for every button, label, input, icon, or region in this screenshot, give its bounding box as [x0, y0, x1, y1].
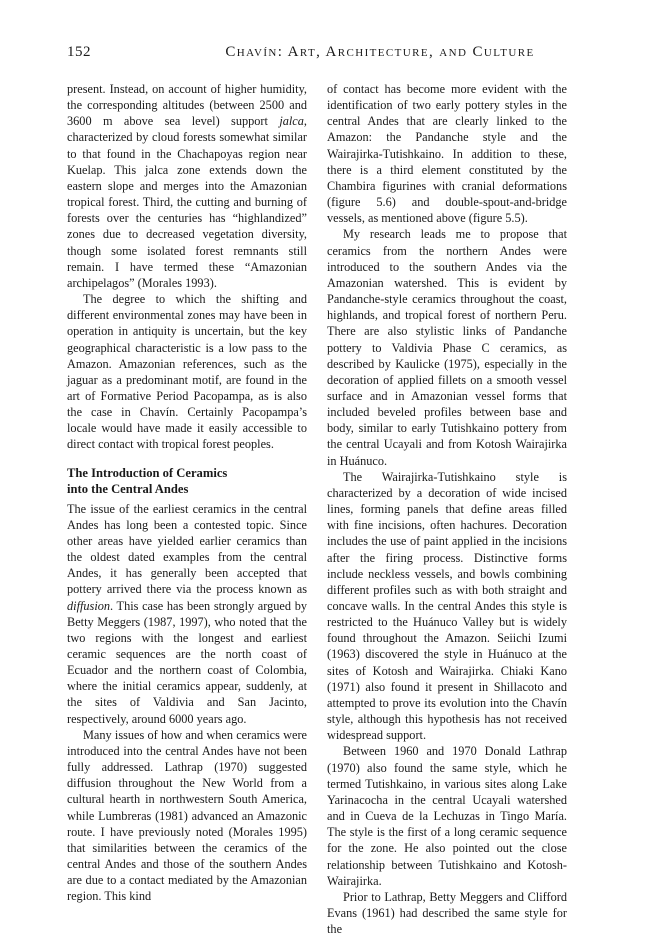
paragraph — [327, 81, 567, 226]
paragraph — [327, 469, 567, 744]
paragraph — [67, 727, 307, 905]
paragraph — [327, 889, 567, 937]
italic-term: diffusion — [67, 598, 111, 613]
text-run: The degree to which the shifting and different environmental zones may have been in operation in antiquity is uncertain, but the key geographical characteristic is a low pass to the Amazon. Amazonian references, such as the jaguar as a predominant motif, are found in the art of Formative Period Pacopampa, as is also the case in Chavín. Certainly Pacopampa’s locale would have made it easily accessible to direct contact with tropical forest peoples. — [67, 292, 307, 452]
page-number: 152 — [67, 44, 91, 60]
paragraph — [67, 501, 307, 727]
text-run: Many issues of how and when ceramics were introduced into the central Andes have not been fully addressed. Lathrap (1970) suggested diffusion throughout the New World from a cultural hearth in northwestern South America, while Lumbreras (1981) advanced an Amazonic route. I have previously noted (Morales 1995) that similarities between the ceramics of the central Andes and those of the southern Andes are due to a contact mediated by the Amazonian region. This kind — [67, 727, 307, 904]
text-run: . This case has been strongly argued by Betty Meggers (1987, 1997), who noted that the two regions with the longest and earliest ceramic sequences are the north coast of Ecuador and the northern coast of Colombia, where the initial ceramics appear, suddenly, at the sites of Valdivia and San Jacinto, respectively, around 6000 years ago. — [67, 598, 307, 726]
text-run: Between 1960 and 1970 Donald Lathrap (1970) also found the same style, which he termed Tutishkaino, in various sites along Lake Yarinacocha in the central Ucayali watershed and in Cueva de la Lechuzas in Tingo María. The style is the first of a long ceramic sequence for the zone. He also pointed out the close relationship between Tutishkaino and Kotosh-Wairajirka. — [327, 744, 567, 888]
text-run: , characterized by cloud forests somewhat similar to that found in the Chachapoyas region near Kuelap. This jalca zone extends down the eastern slope and merges into the Amazonian tropical forest. Third, the cutting and burning of forests over the centuries has “highlandized” zones due to decreased vegetation diversity, though some isolated forest remnants still remain. I have termed these “Amazonian archipelagos” (Morales 1993). — [67, 114, 307, 290]
text-run: My research leads me to propose that ceramics from the northern Andes were introduced to the southern Andes via the Amazonian watershed. This is evident by Pandanche-style ceramics throughout the coast, highlands, and tropical forest of northern Peru. There are also stylistic links of Pandanche pottery to Valdivia Phase C ceramics, as described by Kaulicke (1975), especially in the decoration of applied fillets on a smooth vessel surface and in Amazonian vessel forms that included beveled profiles between base and body, similar to early Tutishkaino pottery from the central Ucayali and from Kotosh Wairajirka in Huánuco. — [327, 227, 567, 468]
paragraph — [327, 743, 567, 888]
left-column — [67, 81, 307, 905]
text-run: of contact has become more evident with the identification of two early pottery styles in the central Andes that are clearly linked to the Amazon: the Pandanche style and the Wairajirka-Tutishkaino. In addition to these, there is a third element constituted by the Chambira figurines with cranial deformations (figure 5.6) and double-spout-and-bridge vessels, as mentioned above (figure 5.5). — [327, 82, 567, 226]
left-column-section-body — [67, 501, 307, 905]
paragraph — [327, 226, 567, 468]
text-run: The issue of the earliest ceramics in the central Andes has long been a contested topic. Since other areas have yielded earlier ceramics than the oldest dated examples from the central Andes, it has generally been accepted that pottery arrived there via the process known as — [67, 501, 307, 597]
right-column-body — [327, 81, 567, 937]
section-heading — [67, 465, 307, 497]
section-heading-line-2: into the Central Andes — [67, 481, 189, 496]
text-run: present. Instead, on account of higher humidity, the corresponding altitudes (between 2500 and 3600 m above sea level) support — [67, 82, 307, 129]
right-column — [327, 81, 567, 937]
text-run: Prior to Lathrap, Betty Meggers and Clifford Evans (1961) had described the same style for the — [327, 889, 567, 937]
italic-term: jalca — [279, 114, 304, 129]
paragraph — [67, 291, 307, 453]
book-title: Chavín: Art, Architecture, and Culture — [225, 44, 535, 60]
left-column-body — [67, 81, 307, 453]
running-head — [67, 44, 583, 64]
paragraph — [67, 81, 307, 291]
text-run: The Wairajirka-Tutishkaino style is characterized by a decoration of wide incised lines, forming panels that define areas filled with fine incisions, often hachures. Decoration includes the use of paint applied in the incisions after the firing process. Distinctive forms include neckless vessels, and bowls combining different profiles such as with both straight and concave walls. In the central Andes this style is restricted to the Huánuco Valley but is widely found throughout the Amazon. Seiichi Izumi (1963) discovered the style in Huánuco at the sites of Kotosh and Wairajirka. Chiaki Kano (1971) also found it present in Shillacoto and attempted to prove its evolution into the Chavín style, although this hypothesis has not received widespread support. — [327, 469, 567, 743]
section-heading-line-1: The Introduction of Ceramics — [67, 465, 228, 480]
